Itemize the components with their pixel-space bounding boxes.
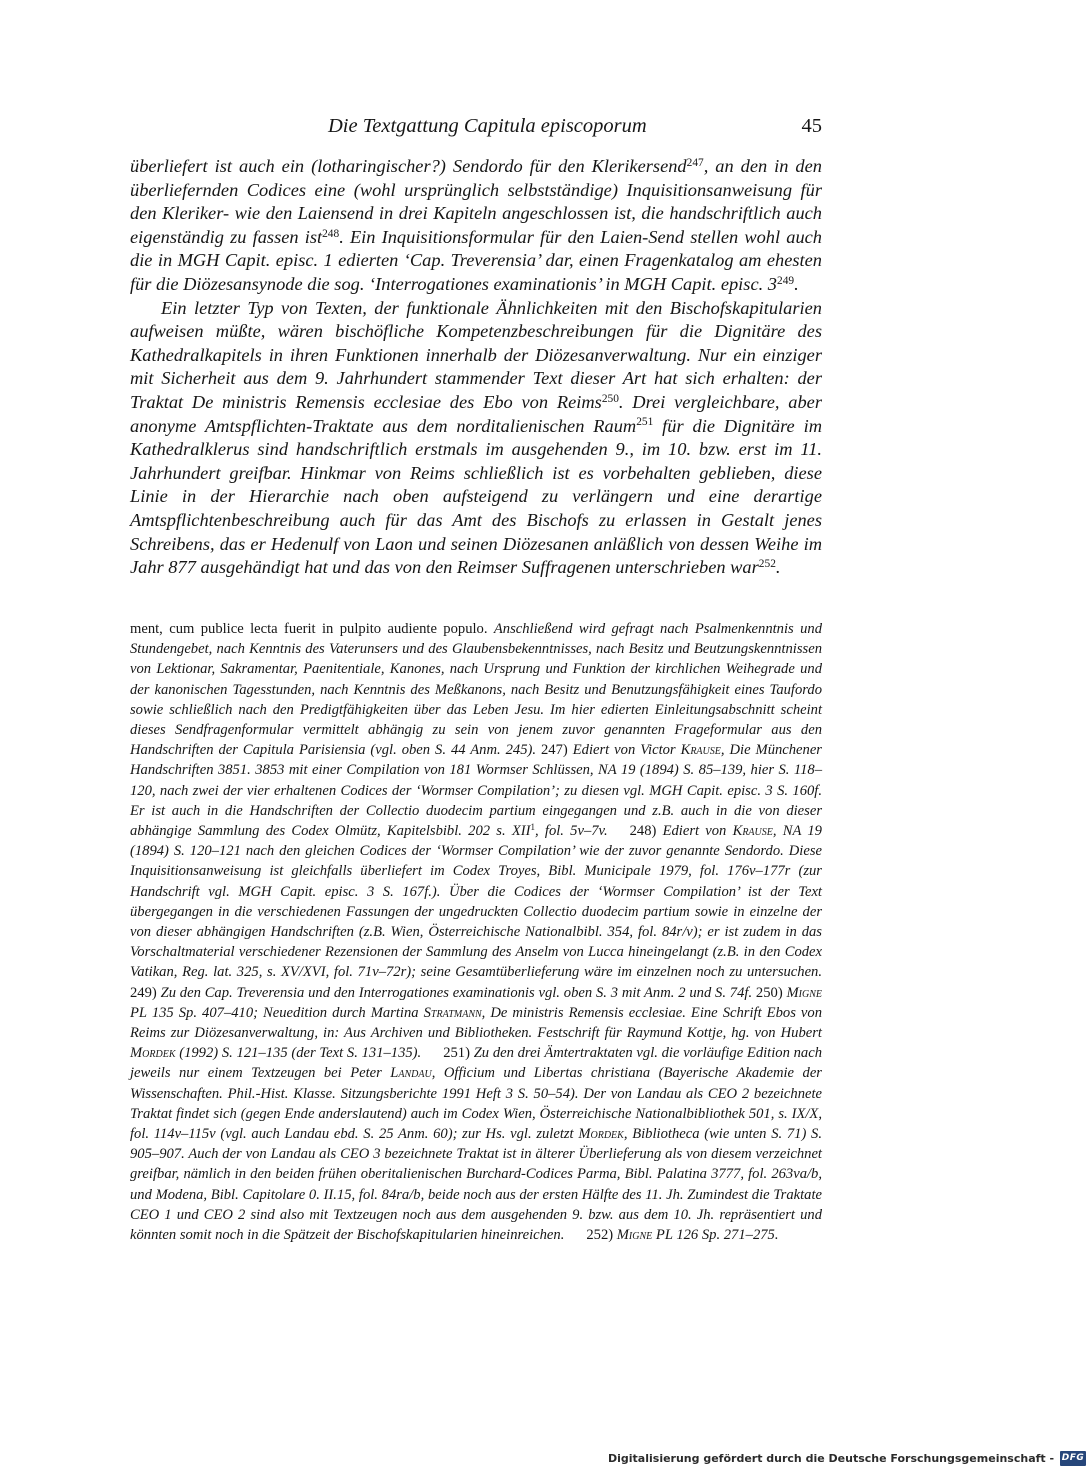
text-run: , fol. 5v–7v.	[535, 823, 608, 840]
text-run: .	[794, 273, 799, 294]
text-run: Ein letzter Typ von Texten, der funktionale Ähnlichkeiten mit den Bischofskapitularien aufweisen müßte, wären bischöfliche Kompetenzbeschreibungen für die Dignitäre des Kathedralkapitels in ihren Funktionen innerhalb der Diözesanverwaltung. Nur ein einziger mit Sicherheit aus dem 9. Jahrhundert stammender Text dieser Art hat sich erhalten: der Traktat De ministris Remensis ecclesiae des Ebo von Reims	[130, 297, 822, 412]
text-run: . Drei vergleichbare, aber anonyme Amtspflichten-Traktate aus dem norditalienischen Raum	[130, 391, 822, 436]
text-run: für die Dignitäre im Kathedralklerus sind handschriftlich erstmals im ausgehenden 9., im 10. bzw. erst im 11. Jahrhundert greifbar. Hinkmar von Reims schließlich ist es vorbehalten geblieben, diese Linie in der Hierarchie nach oben aufsteigend zu verlängern und eine derartige Amtspflichtenbeschreibung auch für das Amt des Bischofs zu erlassen in Gestalt jenes Schreibens, das er Hedenulf von Laon und seinen Diözesanen anläßlich von dessen Weihe im Jahr 877 ausgehändigt hat und das von den Reimser Suffragenen unterschrieben war	[130, 415, 822, 578]
footnote-ref: 249	[777, 274, 795, 287]
latin-quote: ment, cum publice lecta fuerit in pulpito audiente populo.	[130, 621, 494, 637]
paragraph	[130, 297, 822, 580]
footnote-ref: 1	[530, 822, 536, 833]
author-name: Mordek	[578, 1126, 624, 1143]
footnote-number: 249)	[130, 984, 161, 1001]
footnote-ref: 252	[758, 557, 776, 570]
author-name: Krause	[732, 823, 773, 840]
paragraph	[130, 155, 822, 297]
footnote-number: 251)	[443, 1045, 474, 1062]
author-name: Krause	[680, 742, 721, 759]
main-text	[130, 155, 822, 580]
footnote-number: 247)	[536, 742, 573, 759]
footnote-ref: 250	[601, 392, 619, 405]
author-name: Migne	[616, 1227, 653, 1244]
text-run: , Bibliotheca (wie unten S. 71) S. 905–907. Auch der von Landau als CEO 3 bezeichnete Traktat ist in älterer Überlieferung als von diesem verzeichnet greifbar, nämlich in den beiden frühen oberitalienischen Burchard-Codices Parma, Bibl. Palatina 3777, fol. 263va/b, und Modena, Bibl. Capitolare 0. II.15, fol. 84ra/b, beide noch aus der ersten Hälfte des 11. Jh. Zumindest die Traktate CEO 1 und CEO 2 sind also mit Textzeugen noch aus dem ausgehenden 9. bzw. aus dem 10. Jh. repräsentiert und könnten somit noch in die Spätzeit der Bischofskapitularien hineinreichen.	[130, 1126, 822, 1244]
text-run: Ediert von	[662, 823, 733, 840]
text-run: . Ein Inquisitionsformular für den Laien-Send stellen wohl auch die in MGH Capit. episc. 1 edierten ‘Cap. Treverensia’ dar, einen Fragenkatalog am ehesten für die Diözesansynode die sog. ‘Interrogationes examinationis’ in MGH Capit. episc. 3	[130, 226, 822, 294]
text-run: Zu den drei Ämtertraktaten vgl. die vorläufige Edition nach jeweils nur einem Textzeugen bei Peter	[130, 1045, 822, 1082]
text-run: Ediert von Victor	[572, 742, 681, 759]
footnote-number: 250)	[752, 984, 787, 1001]
author-name: Migne	[786, 984, 822, 1001]
text-run: (1992) S. 121–135 (der Text S. 131–135).	[175, 1045, 422, 1062]
text-run: .	[775, 557, 781, 578]
footnote-number: 248)	[629, 823, 663, 840]
text-run: , De ministris Remensis ecclesiae. Eine Schrift Ebos von Reims zur Diözesanverwaltung, in: Aus Archiven und Bibliotheken. Festschrift für Raymund Kottje, hg. von Hubert	[130, 1004, 822, 1042]
running-head	[130, 115, 822, 141]
text-run: , NA 19 (1894) S. 120–121 nach den gleichen Codices der ‘Wormser Compilation’ wie der zuvor genannte Sendordo. Diese Inquisitionsanweisung ist gleichfalls überliefert im Codex Troyes, Bibl. Municipale 1979, fol. 176v–177r (zur Handschrift vgl. MGH Capit. episc. 3 S. 167f.). Über die Codices der ‘Wormser Compilation’ ist der Text übergegangen in die verschiedenen Fassungen der ungedruckten Collectio duodecim partium sowie in einzelne der von dieser abhängigen Handschriften (z.B. Wien, Österreichische Nationalbibl. 354, fol. 84r/v); er ist zudem in das Vorschaltmaterial verschiedener Rezensionen der Sammlung des Anselm von Lucca hineingelangt (z.B. in den Codex Vatikan, Reg. lat. 325, s. XV/XVI, fol. 71v–72r); seine Gesamtüberlieferung wäre im einzelnen noch zu untersuchen.	[130, 823, 822, 981]
footnote-ref: 247	[686, 156, 704, 169]
footnote-ref: 248	[322, 227, 340, 240]
text-run: PL 135 Sp. 407–410; Neuedition durch Martina	[130, 1004, 424, 1021]
credit-text: Digitalisierung gefördert durch die Deutsche Forschungsgemeinschaft -	[608, 1451, 1055, 1465]
text-run: PL 126 Sp. 271–275.	[652, 1227, 779, 1244]
dfg-logo: DFG	[1060, 1451, 1086, 1466]
text-run: Anschließend wird gefragt nach Psalmenkenntnis und Stundengebet, nach Kenntnis des Vaterunsers und des Glaubensbekenntnisses, nach Besitz und Beutzungskenntnissen von Lektionar, Sakramentar, Paenitentiale, Kanones, nach Ursprung und Funktion der kirchlichen Weihegrade und der kanonischen Tagesstunden, nach Kenntnis des Meßkanons, nach Besitz und Benutzungsfähigkeit eines Taufordo sowie schließlich nach den Predigtfähigkeiten über das Leben Jesu. Im hier edierten Einleitungsabschnitt scheint dieses Sendfragenformular vermittelt abhängig zu sein von jenem zuvor genannten Frageformular aus den Handschriften der Capitula Parisiensia (vgl. oben S. 44 Anm. 245).	[130, 621, 822, 759]
text-run: überliefert ist auch ein (lotharingischer?) Sendordo für den Klerikersend	[130, 156, 687, 176]
text-run: Zu den Cap. Treverensia und den Interrogationes examinationis vgl. oben S. 3 mit Anm. 2 und S. 74f.	[160, 984, 753, 1001]
author-name: Landau	[390, 1065, 432, 1082]
digitization-credit	[608, 1448, 1086, 1468]
running-title: Die Textgattung Capitula episcoporum	[328, 115, 647, 137]
text-run: , Officium und Libertas christiana (Bayerische Akademie der Wissenschaften. Phil.-Hist. Klasse. Sitzungsberichte 1991 Heft 3 S. 50–54). Der von Landau als CEO 2 bezeichnete Traktat findet sich (gegen Ende anderslautend) auch im Codex Wien, Österreichische Nationalbibliothek 501, s. IX/X, fol. 114v–115v (vgl. auch Landau ebd. S. 25 Anm. 60); zur Hs. vgl. zuletzt	[130, 1065, 822, 1143]
author-name: Mordek	[130, 1045, 176, 1062]
page-number: 45	[801, 115, 822, 137]
footnotes	[130, 619, 822, 1245]
footnote-ref: 251	[636, 416, 654, 429]
text-run: , Die Münchener Handschriften 3851. 3853 mit einer Compilation von 181 Wormser Schlüssen, NA 19 (1894) S. 85–139, hier S. 118–120, nach zwei der vier erhaltenen Codices der ‘Wormser Compilation’; zu diesen vgl. MGH Capit. episc. 3 S. 160f. Er ist auch in die Handschriften der Collectio duodecim partium eingegangen und z.B. auch in die von dieser abhängige Sammlung des Codex Olmütz, Kapitelsbibl. 202 s. XII	[130, 742, 822, 840]
footnote-number: 252)	[586, 1227, 617, 1244]
author-name: Stratmann	[423, 1004, 482, 1021]
text-run: , an den in den überliefernden Codices eine (wohl ursprünglich selbstständige) Inquisitionsanweisung für den Kleriker- wie den Laiensend in drei Kapiteln angeschlossen ist, die handschriftlich auch eigenständig zu fassen ist	[130, 156, 822, 247]
